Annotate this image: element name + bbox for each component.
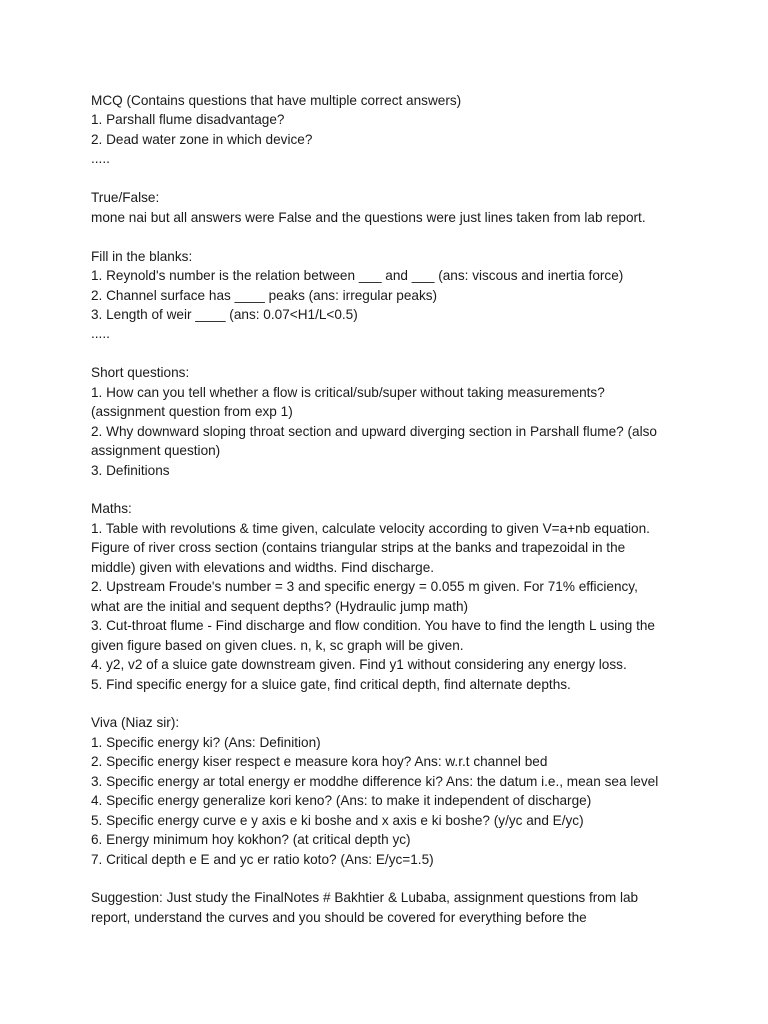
maths-line: Figure of river cross section (contains triangular strips at the banks and trapezoidal in the xyxy=(91,540,626,556)
viva-line: 5. Specific energy curve e y axis e ki boshe and x axis e ki boshe? (y/yc and E/yc) xyxy=(91,812,584,828)
fill-blanks-item: 2. Channel surface has ____ peaks (ans: irregular peaks) xyxy=(91,287,438,303)
suggestion-line: Suggestion: Just study the FinalNotes # Bakhtier & Lubaba, assignment questions from lab xyxy=(91,890,639,906)
spacer xyxy=(91,869,731,888)
short-question-line: (assignment question from exp 1) xyxy=(91,404,293,420)
mcq-heading: MCQ (Contains questions that have multiple correct answers) xyxy=(91,93,462,108)
short-question-line: 2. Why downward sloping throat section and upward diverging section in Parshall flume? (also xyxy=(91,423,657,439)
fill-blanks-ellipsis: ..... xyxy=(91,326,110,342)
maths-line: 5. Find specific energy for a sluice gate, find critical depth, find alternate depths. xyxy=(91,676,571,692)
short-questions-heading: Short questions: xyxy=(91,365,190,381)
short-question-line: 1. How can you tell whether a flow is critical/sub/super without taking measurements? xyxy=(91,384,605,400)
spacer xyxy=(91,169,731,188)
maths-line: 2. Upstream Froude's number = 3 and specific energy = 0.055 m given. For 71% efficiency, xyxy=(91,579,638,595)
maths-line: what are the initial and sequent depths? (Hydraulic jump math) xyxy=(91,598,469,614)
spacer xyxy=(91,227,731,246)
viva-line: 7. Critical depth e E and yc er ratio koto? (Ans: E/yc=1.5) xyxy=(91,851,434,867)
maths-line: 1. Table with revolutions & time given, calculate velocity according to given V=a+nb equation. xyxy=(91,520,650,536)
true-false-text: mone nai but all answers were False and the questions were just lines taken from lab report. xyxy=(91,209,646,225)
short-question-line: assignment question) xyxy=(91,443,221,459)
spacer xyxy=(91,694,731,713)
spacer xyxy=(91,344,731,363)
short-question-line: 3. Definitions xyxy=(91,462,170,478)
maths-heading: Maths: xyxy=(91,501,132,517)
document-page xyxy=(91,91,731,927)
viva-line: 3. Specific energy ar total energy er moddhe difference ki? Ans: the datum i.e., mean sea level xyxy=(91,773,659,789)
maths-line: given figure based on given clues. n, k, sc graph will be given. xyxy=(91,637,464,653)
mcq-item: 2. Dead water zone in which device? xyxy=(91,131,313,147)
viva-line: 1. Specific energy ki? (Ans: Definition) xyxy=(91,734,321,750)
mcq-ellipsis: ..... xyxy=(91,151,110,167)
true-false-heading: True/False: xyxy=(91,190,160,206)
fill-blanks-item: 1. Reynold's number is the relation between ___ and ___ (ans: viscous and inertia force) xyxy=(91,268,624,284)
spacer xyxy=(91,480,731,499)
fill-blanks-heading: Fill in the blanks: xyxy=(91,248,193,264)
mcq-item: 1. Parshall flume disadvantage? xyxy=(91,112,285,128)
viva-line: 2. Specific energy kiser respect e measure kora hoy? Ans: w.r.t channel bed xyxy=(91,754,548,770)
fill-blanks-item: 3. Length of weir ____ (ans: 0.07<H1/L<0.5) xyxy=(91,306,358,322)
maths-line: 4. y2, v2 of a sluice gate downstream given. Find y1 without considering any energy loss. xyxy=(91,657,627,673)
maths-line: middle) given with elevations and widths. Find discharge. xyxy=(91,559,435,575)
viva-line: 4. Specific energy generalize kori keno? (Ans: to make it independent of discharge) xyxy=(91,793,592,809)
suggestion-line: report, understand the curves and you should be covered for everything before the xyxy=(91,909,587,925)
viva-line: 6. Energy minimum hoy kokhon? (at critical depth yc) xyxy=(91,832,411,848)
maths-line: 3. Cut-throat flume - Find discharge and flow condition. You have to find the length L using the xyxy=(91,618,655,634)
viva-heading: Viva (Niaz sir): xyxy=(91,715,180,731)
